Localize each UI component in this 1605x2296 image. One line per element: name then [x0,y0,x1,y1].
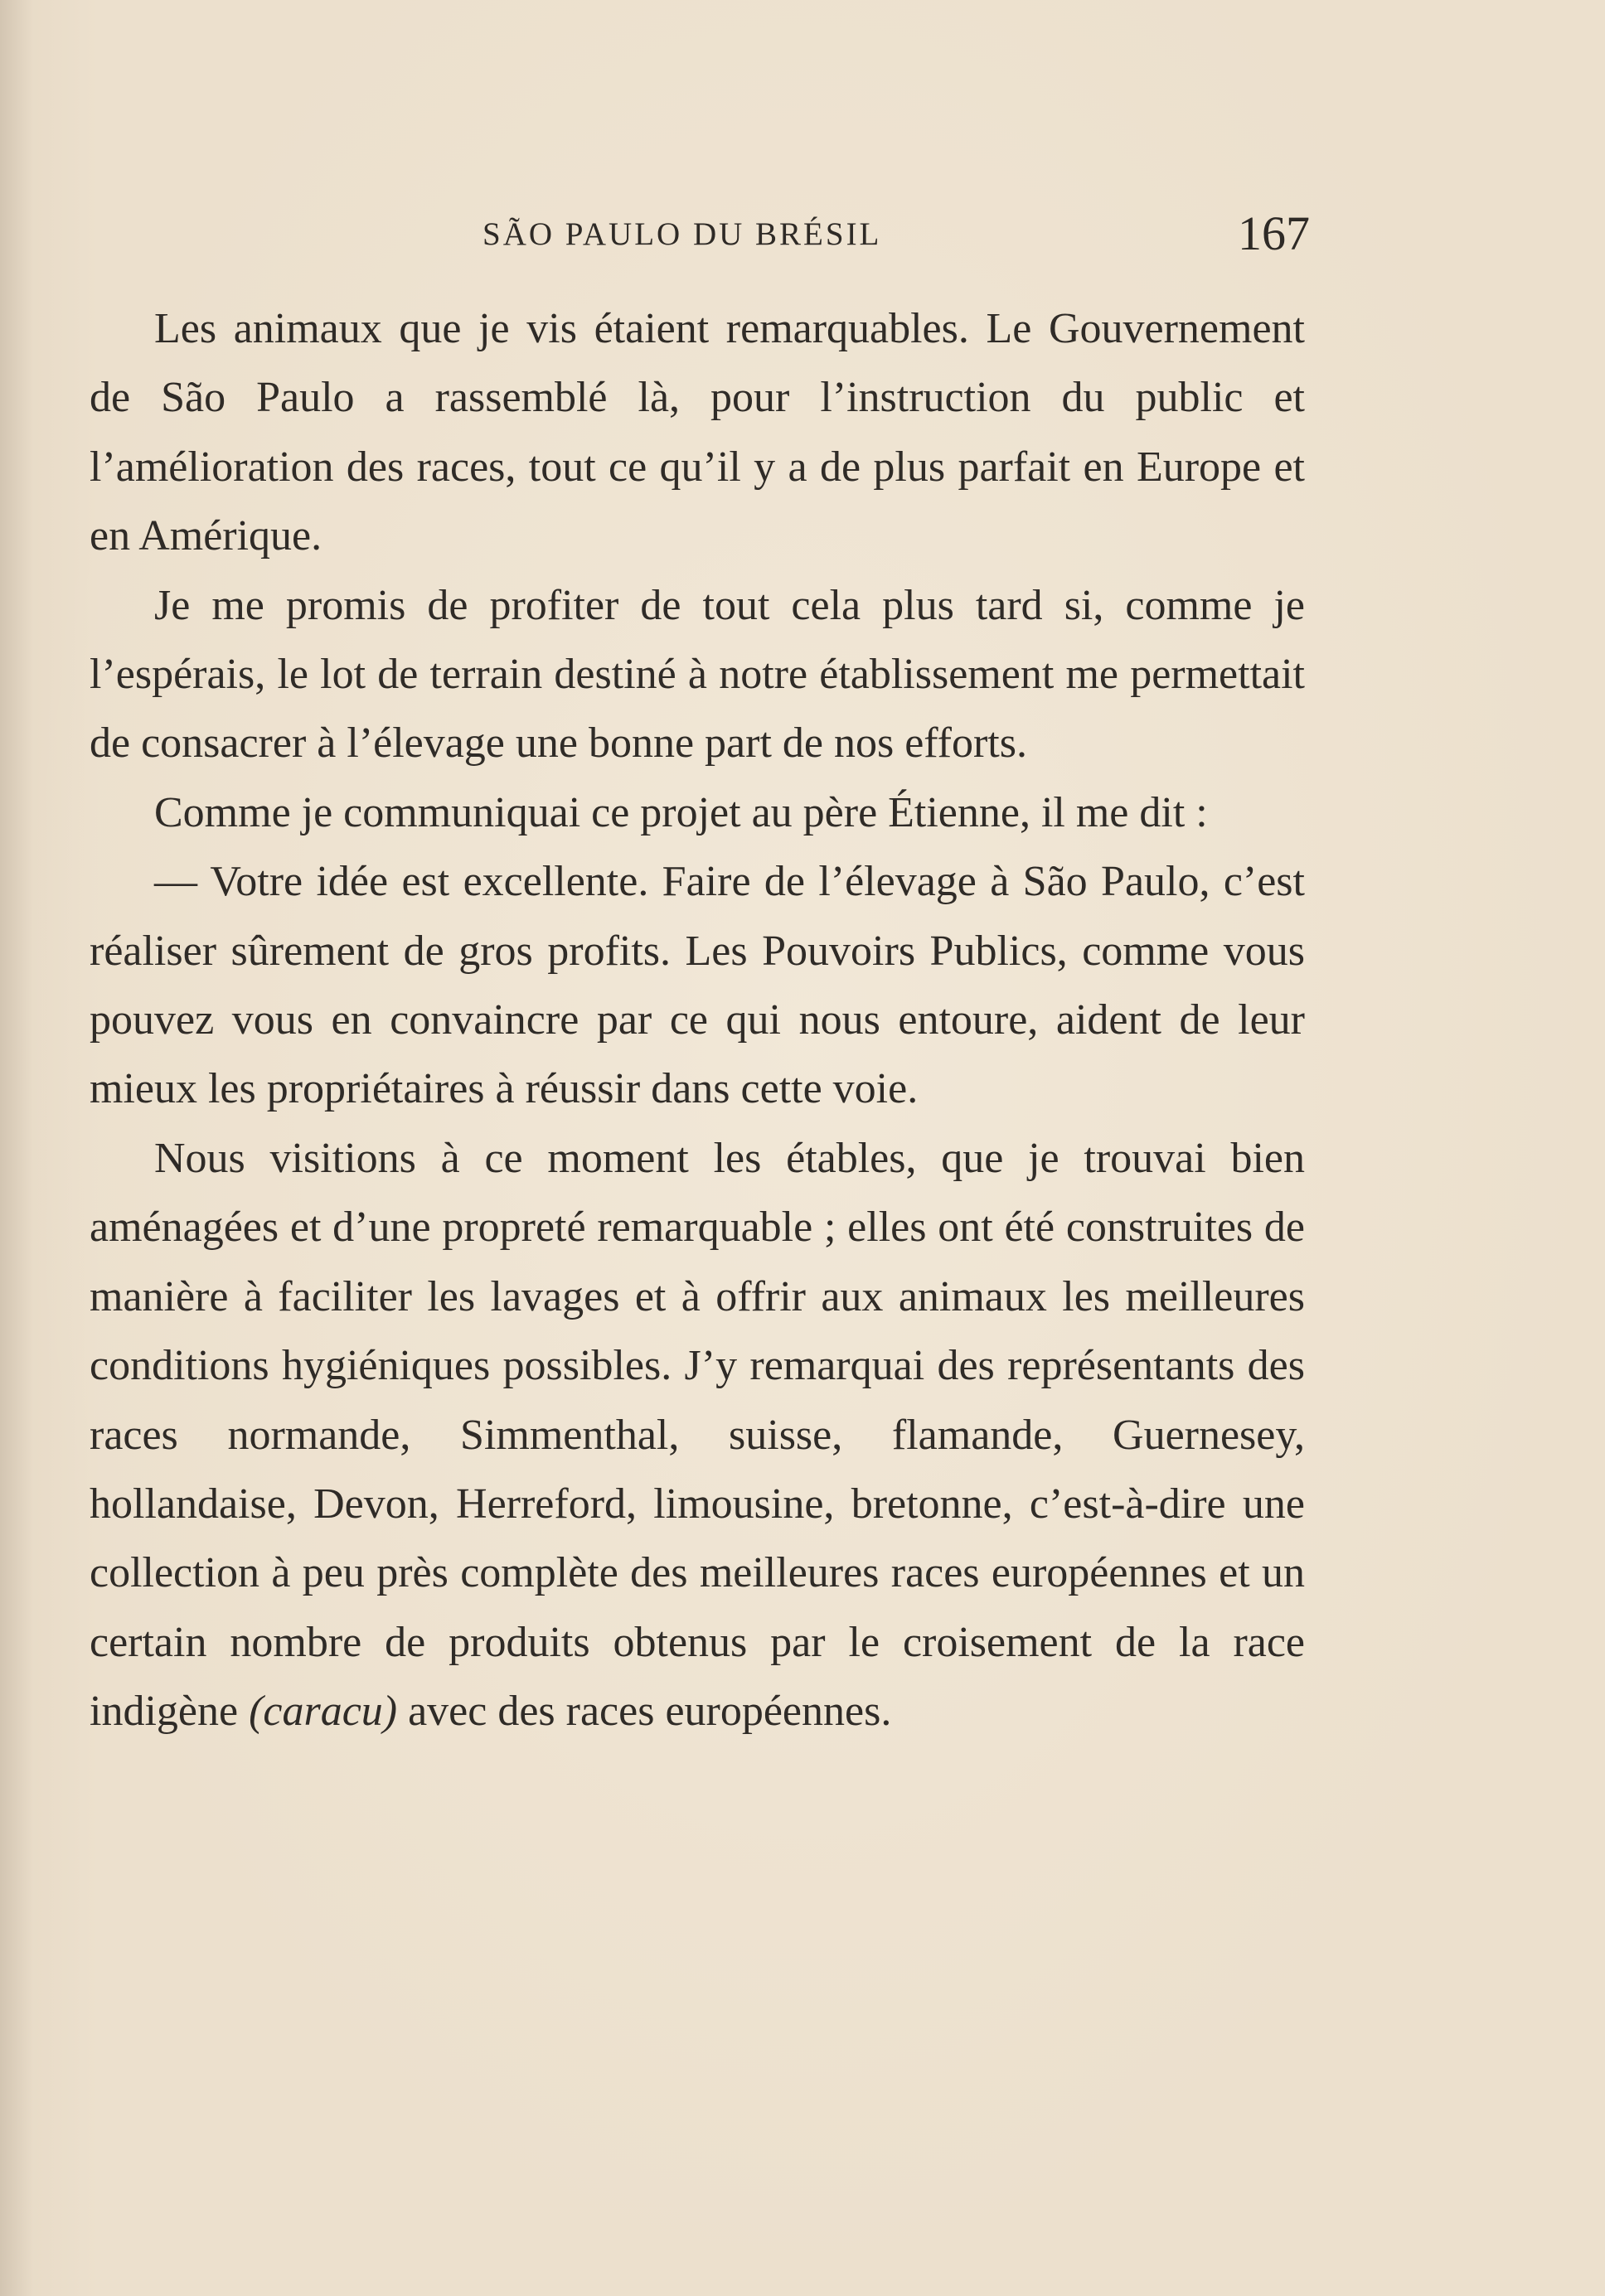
page-number: 167 [1238,206,1310,260]
paragraph [90,1124,1305,1746]
paragraph: — Votre idée est excellente. Faire de l’élevage à São Paulo, c’est réaliser sûrement de gros profits. Les Pouvoirs Publics, comme vous pouvez vous en convaincre par ce qui nous entoure, aident de leur mieux les propriétaires à réussir dans cette voie. [90,858,1305,1113]
paragraph: Comme je communiquai ce projet au père Étienne, il me dit : [154,788,1208,836]
paragraph-text: avec des races européennes. [397,1688,892,1736]
paragraph-text: Nous visitions à ce moment les étables, que je trouvai bien aménagées et d’une propreté remarquable ; elles ont été construites de manière à faciliter les lavages et à offrir aux animaux les meilleures conditions hygiéniques possibles. J’y remarquai des représentants des races normande, Simmenthal, suisse, flamande, Guernesey, hollandaise, Devon, Herreford, limousine, bretonne, c’est-à-dire une collection à peu près complète des meilleures races européennes et un certain nombre de produits obtenus par le croisement de la race indigène [90,1134,1305,1736]
running-title: SÃO PAULO DU BRÉSIL [482,216,882,252]
page-header [482,206,1310,264]
italic-term: (caracu) [249,1688,398,1736]
paragraph: Je me promis de profiter de tout cela plus tard si, comme je l’espérais, le lot de terrain destiné à notre établissement me permettait de consacrer à l’élevage une bonne part de nos efforts. [90,581,1305,768]
page-body [90,294,1305,1746]
paragraph: Les animaux que je vis étaient remarquables. Le Gouvernement de São Paulo a rassemblé là, pour l’instruction du public et l’amélioration des races, tout ce qu’il y a de plus parfait en Europe et en Amérique. [90,305,1305,560]
